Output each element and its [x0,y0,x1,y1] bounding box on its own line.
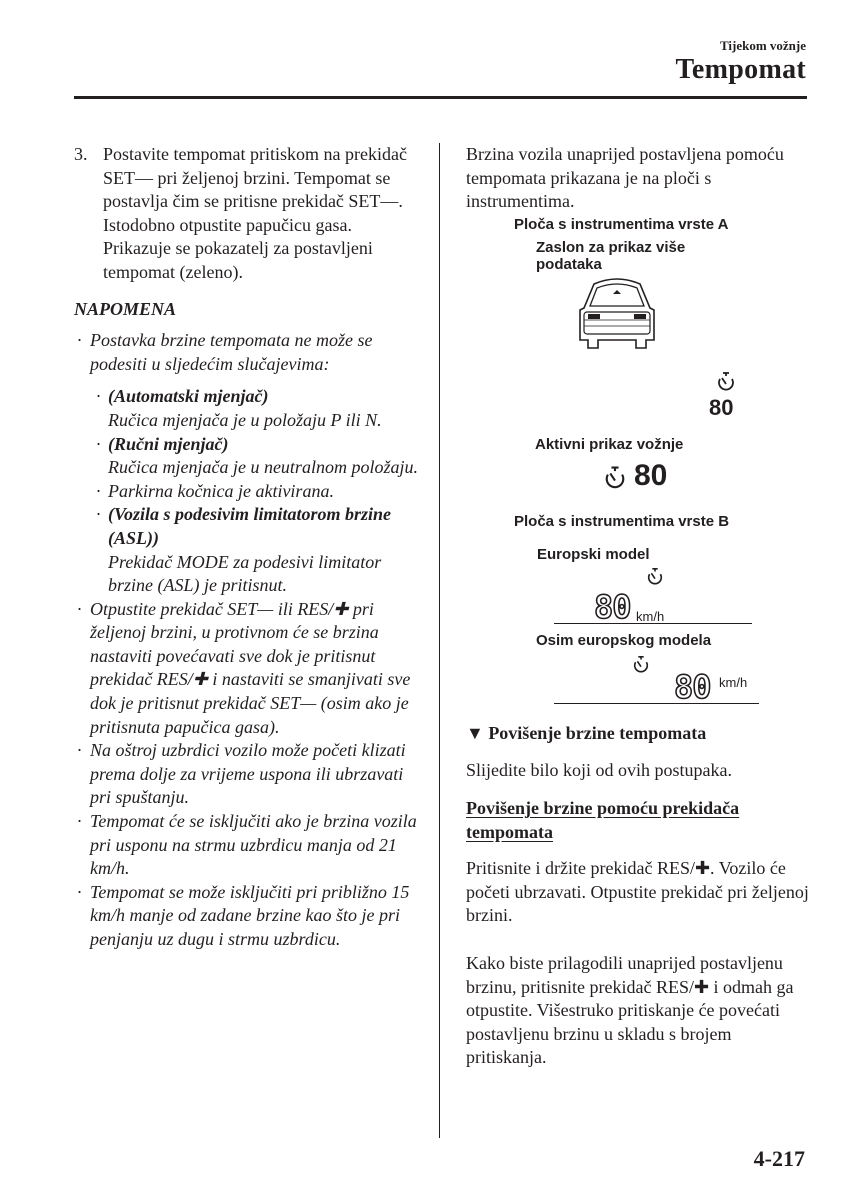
note-bullet-text: Postavka brzine tempomata ne može se podesiti u sljedećim slučajevima: [90,330,373,374]
type-a-label: Ploča s instrumentima vrste A [514,215,729,233]
left-column [74,143,419,952]
note-bullet: · Na oštroj uzbrdici vozilo može početi klizati prema dolje za vrijeme uspona ili ubrzavati pri spuštanju. [74,739,419,810]
sub-bullet-text: Ručica mjenjača je u neutralnom položaju. [108,457,418,478]
page-number: 4-217 [753,1146,805,1171]
column-divider [439,143,440,1138]
speed-type-a: 80 [709,394,734,420]
page-title: Tempomat [675,54,806,85]
note-bullet-text: Tempomat se može isključiti pri približno 15 km/h manje od zadane brzine kao što je pri penjanju uz dugu i strmu uzbrdicu. [90,881,410,949]
figure-continued [466,640,811,708]
header-rule [74,96,807,99]
note-sub-bullet: · Parkirna kočnica je aktivirana. [74,480,419,504]
note-title: NAPOMENA [74,298,177,319]
cruise-control-icon [632,654,650,674]
note-bullet-text: Na oštroj uzbrdici vozilo može početi klizati prema dolje za vrijeme uspona ili ubrzavati pri spuštanju. [90,740,406,808]
multi-display-label: Zaslon za prikaz više podataka [536,238,686,273]
note-sub-bullet: · (Automatski mjenjač) [74,385,419,409]
paragraph: Kako biste prilagodili unaprijed postavljenu brzinu, pritisnite prekidač RES/✚ i odmah ga otpustite. Višestruko pritiskanje će povećati postavljenu brzinu u skladu s brojem pritiskanja. [466,952,794,1068]
sub-bullet-title: (Ručni mjenjač) [108,433,229,454]
note-bullet: · Tempomat će se isključiti ako je brzina vozila pri usponu na strmu uzbrdicu manja od 21 km/h. [74,810,419,881]
unit-non-european: km/h [719,674,748,690]
active-display-label: Aktivni prikaz vožnje [535,435,684,453]
speed-non-european: 80 [674,667,711,706]
note-bullet: · Postavka brzine tempomata ne može se podesiti u sljedećim slučajevima: [74,329,419,376]
step-number: 3. [74,144,88,164]
car-rear-icon [574,274,660,352]
note-bullet: · Tempomat se može isključiti pri približno 15 km/h manje od zadane brzine kao što je pri penjanju uz dugu i strmu uzbrdicu. [74,881,419,952]
cruise-control-icon [603,464,627,490]
instrument-figure [466,214,811,649]
note-bullet-text: Tempomat će se isključiti ako je brzina vozila pri usponu na strmu uzbrdicu manja od 21 km/h. [90,811,417,879]
note-bullet: · Otpustite prekidač SET— ili RES/✚ pri željenoj brzini, u protivnom će se brzina nastaviti povećavati sve dok je pritisnut prekidač RES/✚ i nastaviti se smanjivati sve dok je pritisnut prekidač SET— (osim ako je pritisnuta papučica gasa). [74,598,419,740]
sub-bullet-title: (Vozila s podesivim limitatorom brzine (ASL)) [108,504,392,548]
sub-bullet-text: Parkirna kočnica je aktivirana. [108,480,334,501]
divider-european [554,623,752,624]
type-b-label: Ploča s instrumentima vrste B [514,512,730,530]
subheading: Povišenje brzine pomoću prekidača [466,797,740,818]
cruise-control-icon [716,370,736,392]
speed-active-display: 80 [634,458,668,492]
step-text: Postavite tempomat pritiskom na prekidač SET— pri željenoj brzini. Tempomat se postavlja čim se pritisne prekidač SET—. Istodobno otpustite papučicu gasa. Prikazuje se pokazatelj za postavljeni tempomat (zeleno). [103,144,407,282]
note-sub-bullet: · (Vozila s podesivim limitatorom brzine (ASL)) [74,503,419,550]
right-column [466,143,811,1070]
paragraph: Pritisnite i držite prekidač RES/✚. Vozilo će početi ubrzavati. Otpustite prekidač pri željenoj brzini. [466,858,809,926]
sub-bullet-title: (Automatski mjenjač) [108,386,269,407]
subheading: tempomata [466,821,553,842]
non-european-label: Osim europskog modela [536,631,712,649]
section-label: Tijekom vožnje [719,38,806,53]
intro-text: Brzina vozila unaprijed postavljena pomoću tempomata prikazana je na ploči s instrumentima. [466,144,784,212]
note-sub-bullet: · (Ručni mjenjač) [74,433,419,457]
european-model-label: Europski model [537,545,650,563]
unit-european: km/h [636,608,665,624]
sub-bullet-text: Prekidač MODE za podesivi limitator brzine (ASL) je pritisnut. [108,551,382,596]
speed-european: 80 [594,587,631,626]
step-3 [74,143,419,285]
note-bullet-text: Otpustite prekidač SET— ili RES/✚ pri željenoj brzini, u protivnom će se brzina nastaviti povećavati sve dok je pritisnut prekidač RES/✚ i nastaviti se smanjivati sve dok je pritisnut prekidač SET— (osim ako je pritisnuta papučica gasa). [90,598,411,737]
section-intro: Slijedite bilo koji od ovih postupaka. [466,760,732,781]
section-heading: ▼ Povišenje brzine tempomata [466,722,707,743]
sub-bullet-text: Ručica mjenjača je u položaju P ili N. [108,409,382,430]
cruise-control-icon [646,566,664,586]
